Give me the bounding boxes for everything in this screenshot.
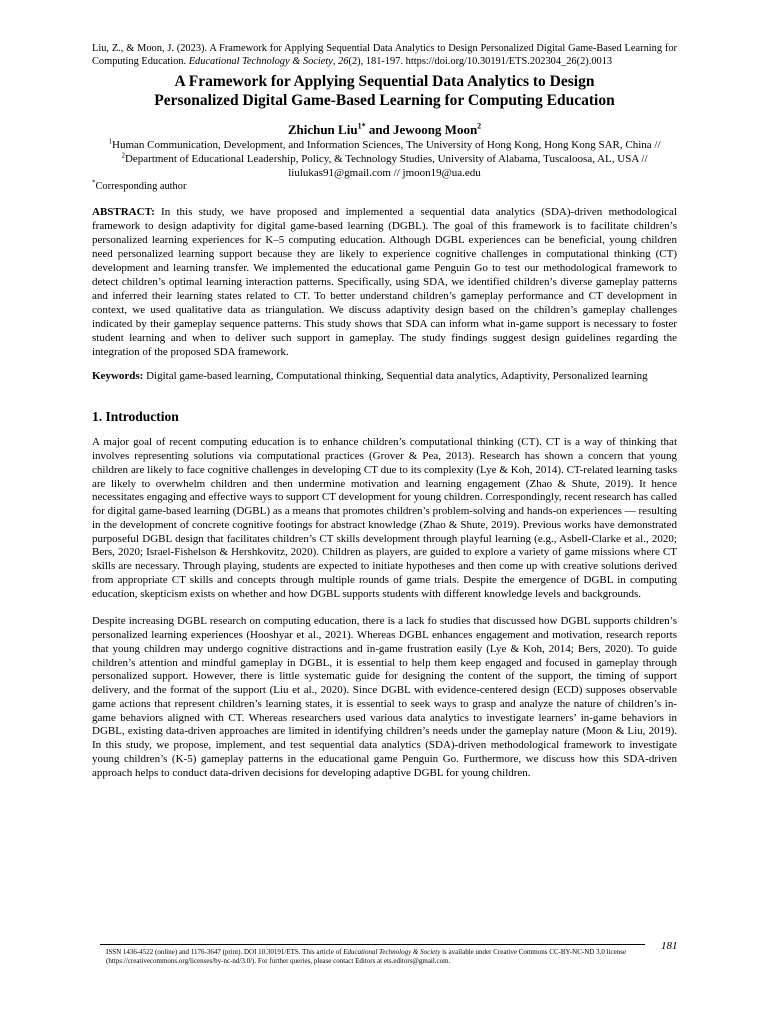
citation: Liu, Z., & Moon, J. (2023). A Framework for Applying Sequential Data Analytics to Design Personalized Digital Game-Based Learning for Computing Education. Educational Technology & Society, 26(2), 181-197. https://doi.org/10.30191/ETS.202304_26(2).0013 [92,43,677,68]
page-number: 181 [661,940,678,952]
affiliation-2-marker: 2 [121,151,125,160]
affiliation-1-marker: 1 [108,137,112,146]
abstract [92,205,677,359]
footer-divider [100,944,645,945]
article-page [92,42,677,780]
introduction-paragraph: A major goal of recent computing education is to enhance children’s computational thinking (CT). CT is a way of thinking that involves representing solutions via computational practices (Grover & Pea, 2013). Research has shown a concern that young children are likely to face cognitive challenges in developing CT due to its complexity (Lye & Koh, 2014). CT-related learning tasks are likely to overwhelm children and then undermine motivation and learning engagement (Zhao & Shute, 2019). It hence necessitates engaging and effective ways to support CT development for young children. Correspondingly, recent research has called for digital game-based learning (DGBL) as a means that promotes children’s problem-solving and hands-on experiences — resulting in the development of concrete cognitive footings for abstract knowledge (Zhao & Shute, 2019). Previous works have demonstrated purposeful DGBL design that facilitates children’s CT skills development through playful learning (e.g., Asbell-Clarke et al., 2020; Bers, 2020; Israel-Fishelson & Hershkovitz, 2020). Children as players, are guided to explore a variety of game missions where CT skills are necessary. Through playing, students are expected to initiate hypotheses and then come up with creative solutions derived from appropriate CT skills and concepts through multiple rounds of game trials. Despite the emergence of DGBL in computing education, skepticism exists on whether and how DGBL supports students with different knowledge levels and backgrounds. [92,436,677,600]
keywords [92,369,677,383]
author-2-superscript: 2 [477,122,482,132]
abstract-text: In this study, we have proposed and implemented a sequential data analytics (SDA)-driven methodological framework to design adaptivity for digital game-based learning (DGBL). The goal of this framework is to facilitate children’s personalized learning experiences for K–5 computing education. Although DGBL experiences can be beneficial, young children need personalized learning support because they are likely to experience cognitive challenges in computational thinking (CT) development and learning transfer. We implemented the educational game Penguin Go to test our methodological framework to detect children’s optimal learning interaction patterns. Specifically, using SDA, we identified children’s diverse gameplay patterns and inferred their learning states related to CT. To better understand children’s gameplay performance and CT development in context, we used qualitative data as triangulation. We discuss adaptivity design based on the children’s gameplay challenges indicated by their gameplay sequence patterns. This study shows that SDA can inform what in-game support is necessary to foster student learning and when to deliver such support in gameplay. The study findings suggest design guidelines regarding the integration of the proposed SDA framework. [92,206,677,359]
footer-text-after: is available under Creative Commons CC-BY-NC-ND 3.0 license (https://creativecommons.org/licenses/by-nc-nd/3.0/). For further queries, please contact Editors at ets.editors@gmail.com. [106,948,627,965]
article-title-line-2: Personalized Digital Game-Based Learning for Computing Education [154,92,615,110]
affiliations [92,138,677,180]
affiliation-2: Department of Educational Leadership, Policy, & Technology Studies, University of Alabama, Tuscaloosa, AL, USA // liulukas91@gmail.com // jmoon19@ua.edu [124,153,648,180]
keywords-text: Digital game-based learning, Computational thinking, Sequential data analytics, Adaptivity, Personalized learning [143,370,648,383]
author-1-superscript: 1* [357,122,366,132]
footer-license [106,948,626,966]
citation-issue-pages: (2), 181-197. [348,56,404,68]
footer-journal: Educational Technology & Society [343,948,441,956]
citation-text: Liu, Z., & Moon, J. (2023). A Framework for Applying Sequential Data Analytics to Design Personalized Digital Game-Based Learning for Computing Education. [92,43,677,68]
citation-journal: Educational Technology & Society [188,56,333,68]
introduction-paragraph: Despite increasing DGBL research on computing education, there is a lack fo studies that discussed how DGBL supports children’s personalized learning experiences (Hooshyar et al., 2021). Whereas DGBL enhances engagement and motivation, research reports that young children may undergo cognitive distractions and in-game frustration easily (Lye & Koh, 2014; Bers, 2020). To guide children’s attention and mindful gameplay in DGBL, it is essential to help them keep engaged and focused in gameplay through personalized support. However, there is little systematic guide for designing the content of the support, the timing of support delivery, and the format of the support (Liu et al., 2020). Since DGBL with evidence-centered design (ECD) supposes observable game actions that represent children’s learning states, it is essential to seek ways to grasp and analyze the nature of children’s in-game behaviors aligned with CT. Whereas researchers used various data analytics to investigate learners’ in-game behaviors in DGBL, existing data-driven approaches are limited in identifying children’s needs under the gameplay nature (Moon & Liu, 2019). In this study, we propose, implement, and test sequential data analytics (SDA)-driven methodological framework to investigate young children’s (K-5) gameplay patterns in the educational game Penguin Go. Furthermore, we discuss how this SDA-driven approach helps to conduct data-driven decisions for developing adaptive DGBL for young children. [92,615,677,779]
citation-doi-link[interactable]: https://doi.org/10.30191/ETS.202304_26(2).0013 [405,56,613,68]
affiliation-1: Human Communication, Development, and Information Sciences, The University of Hong Kong, Hong Kong SAR, China // [112,139,661,152]
article-title [92,72,677,110]
corresponding-marker: * [92,178,96,187]
author-1: Zhichun Liu [287,122,358,138]
author-and: and [365,122,394,138]
author-list [92,122,677,137]
citation-volume: 26 [338,56,349,68]
article-title-line-1: A Framework for Applying Sequential Data Analytics to Design [174,73,595,91]
corresponding-text: Corresponding author [95,181,187,193]
footer-text: ISSN 1436-4522 (online) and 1176-3647 (print). DOI 10.30191/ETS. This article of [106,948,344,956]
corresponding-author-note [92,180,677,193]
keywords-label: Keywords: [92,370,144,383]
section-heading-introduction: 1. Introduction [92,409,179,425]
abstract-label: ABSTRACT: [92,206,155,219]
author-2: Jewoong Moon [393,122,478,138]
